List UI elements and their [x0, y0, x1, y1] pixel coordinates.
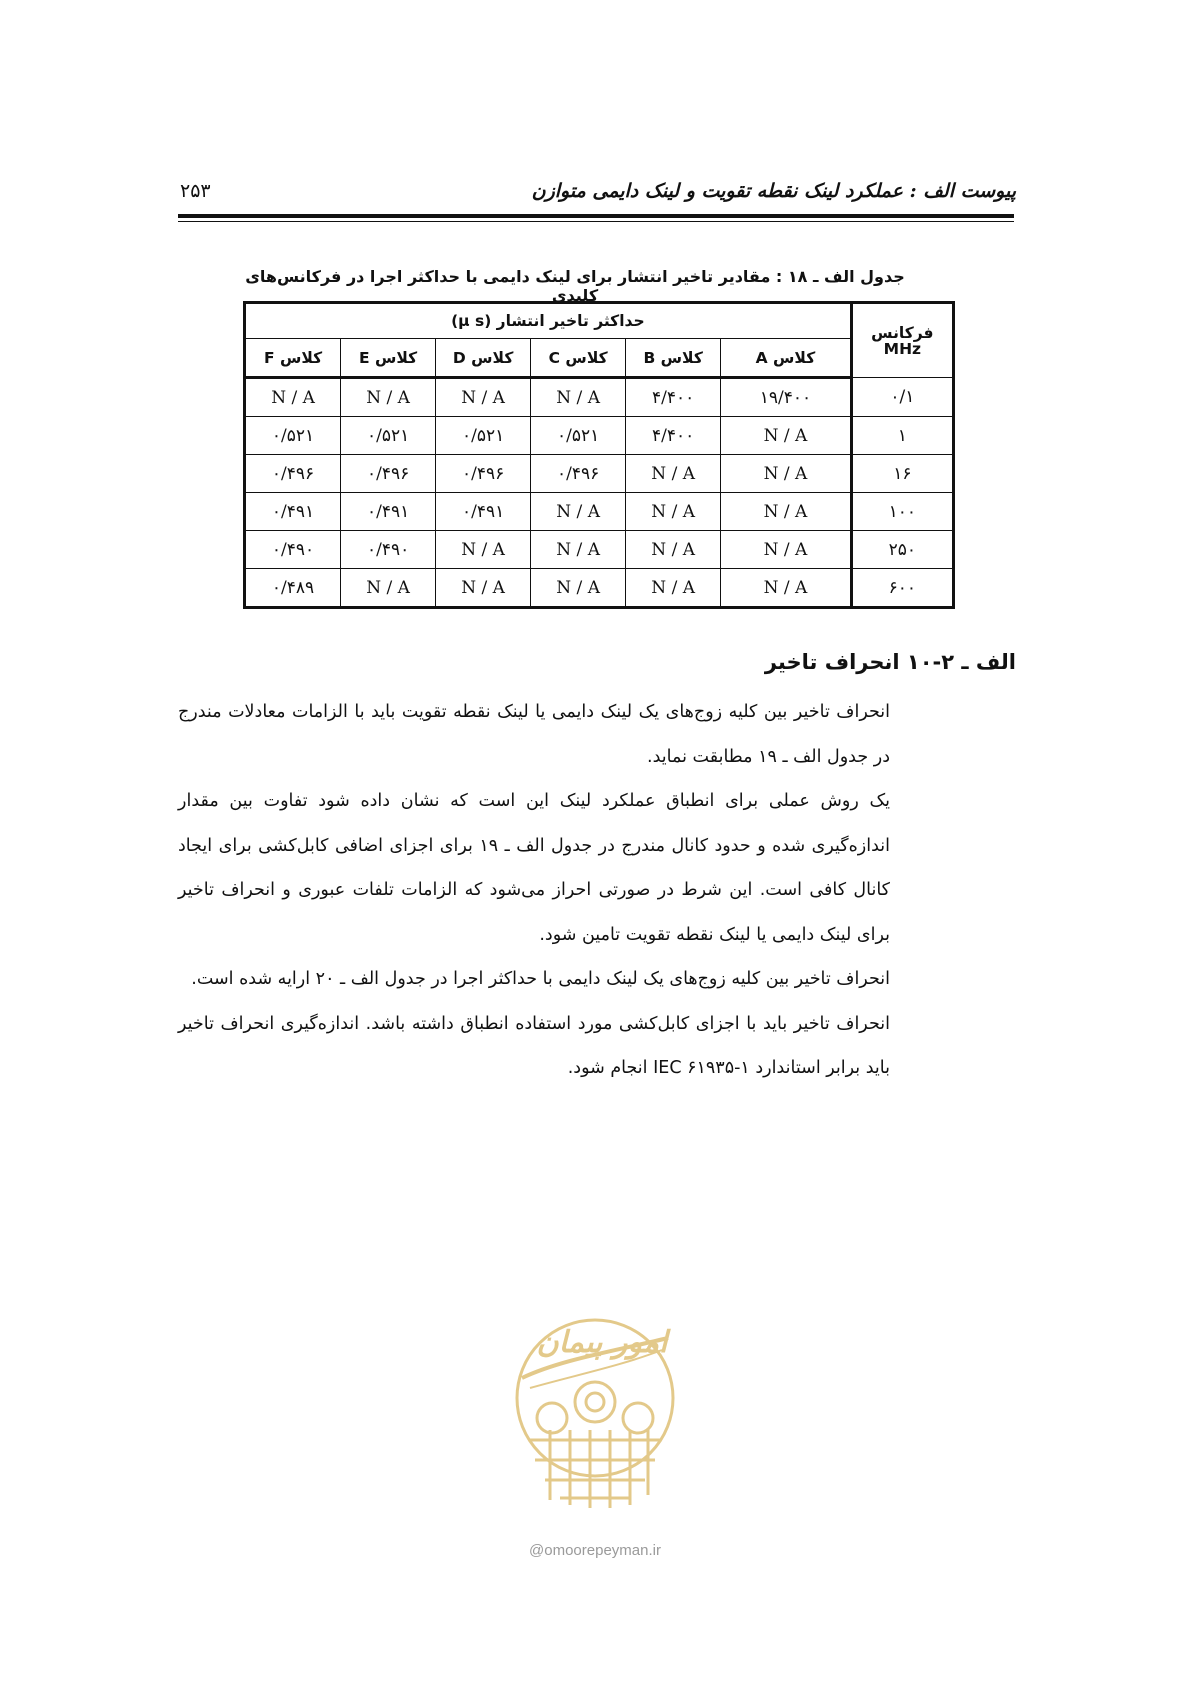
paragraph: یک روش عملی برای انطباق عملکرد لینک این است که نشان داده شود تفاوت بین مقدار اندازه‌گیری شده و حدود کانال مندرج در جدول الف ـ ۱۹ برای اجزای اضافی کابل‌کشی برای ایجاد کانال کافی است. این شرط در صورتی احراز می‌شود که الزامات تلفات عبوری و انحراف تاخیر برای لینک دایمی یا لینک نقطه تقویت تامین شود.	[178, 791, 890, 945]
table-cell: N / A	[531, 531, 626, 569]
table-cell: ۰/۴۹۶	[245, 455, 341, 493]
header-rule-thin	[178, 221, 1014, 222]
table-cell: ۰/۵۲۱	[436, 417, 531, 455]
running-head: پیوست الف : عملکرد لینک نقطه تقویت و لینک دایمی متوازن	[531, 180, 1016, 202]
header-rule-thick	[178, 214, 1014, 218]
class-c-header: کلاس C	[531, 339, 626, 378]
table-cell: N / A	[721, 455, 852, 493]
omoorepeyman-seal-logo-icon	[490, 1290, 700, 1540]
table-cell: ۰/۴۹۱	[341, 493, 436, 531]
section-heading: الف ـ ۲-۱۰ انحراف تاخیر	[764, 650, 1016, 674]
table-cell: ۰/۵۲۱	[341, 417, 436, 455]
table-cell: ۴/۴۰۰	[626, 417, 721, 455]
table-row	[245, 378, 954, 417]
table-cell: N / A	[626, 569, 721, 608]
table-cell: N / A	[531, 493, 626, 531]
class-d-header: کلاس D	[436, 339, 531, 378]
table-cell: N / A	[626, 455, 721, 493]
table-cell: ۰/۴۹۱	[436, 493, 531, 531]
table-header-row	[245, 303, 954, 339]
table-cell: ۰/۴۸۹	[245, 569, 341, 608]
class-e-header: کلاس E	[341, 339, 436, 378]
table-cell: ۱۹/۴۰۰	[721, 378, 852, 417]
table-cell: N / A	[245, 378, 341, 417]
table-cell: N / A	[531, 569, 626, 608]
table-cell: ۰/۴۹۰	[245, 531, 341, 569]
max-delay-group-header: حداکثر تاخیر انتشار (µ s)	[245, 303, 852, 339]
table-cell: ۰/۴۹۶	[436, 455, 531, 493]
table-row	[245, 455, 954, 493]
table-row	[245, 493, 954, 531]
table-cell: ۰/۵۲۱	[245, 417, 341, 455]
table-cell: N / A	[436, 378, 531, 417]
class-a-header: کلاس A	[721, 339, 852, 378]
table-cell: N / A	[626, 531, 721, 569]
frequency-header-unit: MHz	[883, 339, 922, 358]
frequency-header	[851, 303, 953, 378]
class-header-row	[245, 339, 954, 378]
table-cell: ۰/۴۹۶	[341, 455, 436, 493]
frequency-cell: ۲۵۰	[851, 531, 953, 569]
table-cell: ۰/۴۹۰	[341, 531, 436, 569]
site-url: @omoorepeyman.ir	[529, 1542, 661, 1559]
table-cell: N / A	[341, 569, 436, 608]
table-row	[245, 531, 954, 569]
table-cell: N / A	[721, 493, 852, 531]
class-f-header: کلاس F	[245, 339, 341, 378]
table-caption: جدول الف ـ ۱۸ : مقادیر تاخیر انتشار برای لینک دایمی با حداکثر اجرا در فرکانس‌های کلیدی	[245, 267, 905, 305]
frequency-header-label: فرکانس	[871, 323, 934, 342]
table-cell: ۴/۴۰۰	[626, 378, 721, 417]
paragraph: انحراف تاخیر باید با اجزای کابل‌کشی مورد استفاده انطباق داشته باشد. اندازه‌گیری انحراف تاخیر باید برابر استاندارد IEC ۶۱۹۳۵-۱ انجام شود.	[178, 1013, 890, 1078]
frequency-cell: ۶۰۰	[851, 569, 953, 608]
paragraph: انحراف تاخیر بین کلیه زوج‌های یک لینک دایمی با حداکثر اجرا در جدول الف ـ ۲۰ ارایه شده است.	[191, 969, 890, 989]
table-row	[245, 569, 954, 608]
table-cell: N / A	[436, 531, 531, 569]
class-b-header: کلاس B	[626, 339, 721, 378]
table-cell: N / A	[721, 417, 852, 455]
frequency-cell: ۱۶	[851, 455, 953, 493]
table-cell: N / A	[436, 569, 531, 608]
table-cell: N / A	[531, 378, 626, 417]
table-cell: ۰/۵۲۱	[531, 417, 626, 455]
frequency-cell: ۱۰۰	[851, 493, 953, 531]
propagation-delay-table	[243, 301, 955, 609]
table-cell: N / A	[721, 531, 852, 569]
body-text	[178, 690, 890, 1091]
frequency-cell: ۰/۱	[851, 378, 953, 417]
logo-wordmark: امور پیمان	[536, 1325, 668, 1360]
table-row	[245, 417, 954, 455]
table-cell: ۰/۴۹۱	[245, 493, 341, 531]
table-cell: ۰/۴۹۶	[531, 455, 626, 493]
table-cell: N / A	[341, 378, 436, 417]
frequency-cell: ۱	[851, 417, 953, 455]
page-number: ۲۵۳	[180, 180, 211, 202]
table-cell: N / A	[626, 493, 721, 531]
table-cell: N / A	[721, 569, 852, 608]
paragraph: انحراف تاخیر بین کلیه زوج‌های یک لینک دایمی یا لینک نقطه تقویت باید با الزامات معادلات مندرج در جدول الف ـ ۱۹ مطابقت نماید.	[178, 702, 890, 767]
